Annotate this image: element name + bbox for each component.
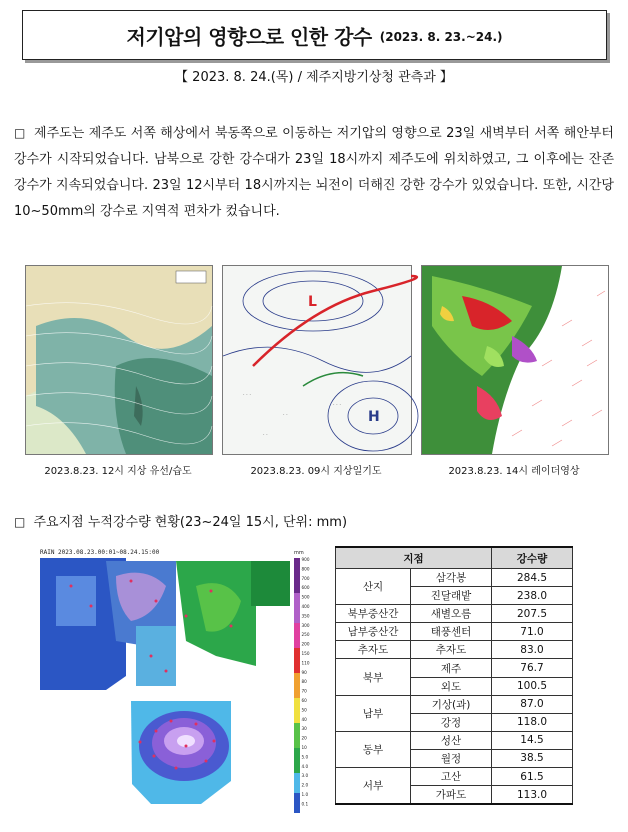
region-cell: 서부 [336, 768, 411, 805]
legend-tick-label: 40 [301, 716, 307, 722]
legend-tick-label: 30 [301, 726, 307, 732]
station-cell: 제주 [411, 659, 492, 677]
rainfall-table [335, 546, 573, 805]
bullet-square-icon: □ [14, 515, 26, 529]
high-pressure-label: H [368, 409, 380, 425]
station-cell: 새별오름 [411, 605, 492, 623]
legend-tick-label: 50 [301, 707, 307, 713]
report-subhead: 【 2023. 8. 24.(목) / 제주지방기상청 관측과 】 [175, 70, 453, 85]
amount-cell: 118.0 [492, 713, 573, 731]
svg-text:· · ·: · · · [243, 392, 251, 398]
table-row [336, 569, 573, 587]
legend-tick-label: 3.0 [301, 773, 309, 779]
legend-tick-label: 800 [301, 566, 310, 572]
svg-text:· ·: · · [263, 432, 268, 438]
legend-tick-label: 20 [301, 735, 307, 741]
region-cell: 산지 [336, 569, 411, 605]
region-cell: 북부중산간 [336, 605, 411, 623]
table-row [336, 623, 573, 641]
station-cell: 외도 [411, 677, 492, 695]
region-cell: 동부 [336, 731, 411, 767]
table-row [336, 731, 573, 749]
amount-cell: 83.0 [492, 641, 573, 659]
station-cell: 성산 [411, 731, 492, 749]
station-cell: 월정 [411, 749, 492, 767]
table-row [336, 768, 573, 786]
surface-weather-chart [222, 265, 412, 455]
amount-cell: 38.5 [492, 749, 573, 767]
rain-map-title: RAIN 2023.08.23.00:01~08.24.15:00 [40, 549, 160, 556]
column-header-amount: 강수량 [492, 547, 573, 569]
legend-tick-label: 600 [301, 585, 310, 591]
legend-tick-label: 300 [301, 622, 310, 628]
rain-map-unit: mm [294, 550, 304, 556]
region-cell: 남부중산간 [336, 623, 411, 641]
station-cell: 고산 [411, 768, 492, 786]
section-rainfall-heading [14, 511, 347, 530]
legend-tick-label: 900 [301, 557, 310, 562]
legend-tick-label: 80 [301, 679, 307, 685]
legend-tick-label: 400 [301, 604, 310, 609]
table-row [336, 659, 573, 677]
station-cell: 진달래밭 [411, 587, 492, 605]
rainfall-table-body [336, 569, 573, 805]
legend-tick-label: 10 [301, 745, 307, 750]
region-cell: 북부 [336, 659, 411, 695]
svg-text:· ·: · · [283, 412, 288, 418]
table-row [336, 641, 573, 659]
station-cell: 강정 [411, 713, 492, 731]
legend-tick-label: 60 [301, 698, 307, 703]
table-row [336, 695, 573, 713]
legend-tick-label: 90 [301, 669, 307, 675]
legend-tick-label: 2.0 [301, 782, 309, 788]
legend-tick-label: 150 [301, 651, 310, 656]
legend-tick-label: 700 [301, 575, 310, 581]
amount-cell: 76.7 [492, 659, 573, 677]
svg-text:· · ·: · · · [333, 402, 341, 408]
figure-caption: 2023.8.23. 14시 레이더영상 [448, 466, 580, 477]
amount-cell: 71.0 [492, 623, 573, 641]
region-cell: 추자도 [336, 641, 411, 659]
amount-cell: 14.5 [492, 731, 573, 749]
amount-cell: 100.5 [492, 677, 573, 695]
legend-tick-label: 0.1 [301, 801, 309, 807]
region-cell: 남부 [336, 695, 411, 731]
title-box [22, 10, 607, 60]
station-cell: 가파도 [411, 786, 492, 805]
legend-tick-label: 5.0 [301, 754, 309, 760]
legend-tick-label: 500 [301, 594, 310, 600]
report-title: 저기압의 영향으로 인한 강수 [126, 24, 372, 49]
column-header-station: 지점 [336, 547, 492, 569]
legend-tick-label: 250 [301, 632, 310, 638]
amount-cell: 113.0 [492, 786, 573, 805]
amount-cell: 238.0 [492, 587, 573, 605]
radar-image [421, 265, 609, 455]
station-cell: 태풍센터 [411, 623, 492, 641]
station-cell: 삼각봉 [411, 569, 492, 587]
legend-tick-label: 200 [301, 641, 310, 647]
intro-text: 제주도는 제주도 서쪽 해상에서 북동쪽으로 이동하는 저기압의 영향으로 23일 새벽부터 서쪽 해안부터 강수가 시작되었습니다. 남북으로 강한 강수대가 23일 18시까지 제주도에 위치하였고, 그 이후에는 잔존 강수가 지속되었습니다. 23일 12시부터 18시까지는 뇌전이 더해진 강한 강수가 있었습니다. 또한, 시간당 10~50mm의 강수로 지역적 편차가 컸습니다. [14, 126, 614, 219]
legend-tick-label: 70 [301, 688, 307, 694]
accumulated-rainfall-map [36, 546, 310, 816]
report-period: (2023. 8. 23.~24.) [379, 30, 503, 44]
amount-cell: 284.5 [492, 569, 573, 587]
legend-tick-label: 1.0 [301, 792, 309, 797]
low-pressure-label: L [308, 294, 317, 310]
amount-cell: 61.5 [492, 768, 573, 786]
intro-paragraph [14, 120, 614, 225]
amount-cell: 207.5 [492, 605, 573, 623]
legend-tick-label: 110 [301, 660, 310, 666]
amount-cell: 87.0 [492, 695, 573, 713]
legend-tick-label: 350 [301, 613, 310, 619]
figure-caption: 2023.8.23. 09시 지상일기도 [250, 466, 382, 477]
section-rainfall-text: 주요지점 누적강수량 현황(23~24일 15시, 단위: mm) [33, 515, 348, 530]
station-cell: 추자도 [411, 641, 492, 659]
station-cell: 기상(과) [411, 695, 492, 713]
legend-tick-label: 4.0 [301, 763, 309, 769]
streamline-humidity-map [25, 265, 213, 455]
table-row [336, 605, 573, 623]
figure-caption: 2023.8.23. 12시 지상 유선/습도 [44, 466, 192, 477]
rain-legend-bar [294, 558, 300, 813]
bullet-square-icon: □ [14, 126, 26, 140]
